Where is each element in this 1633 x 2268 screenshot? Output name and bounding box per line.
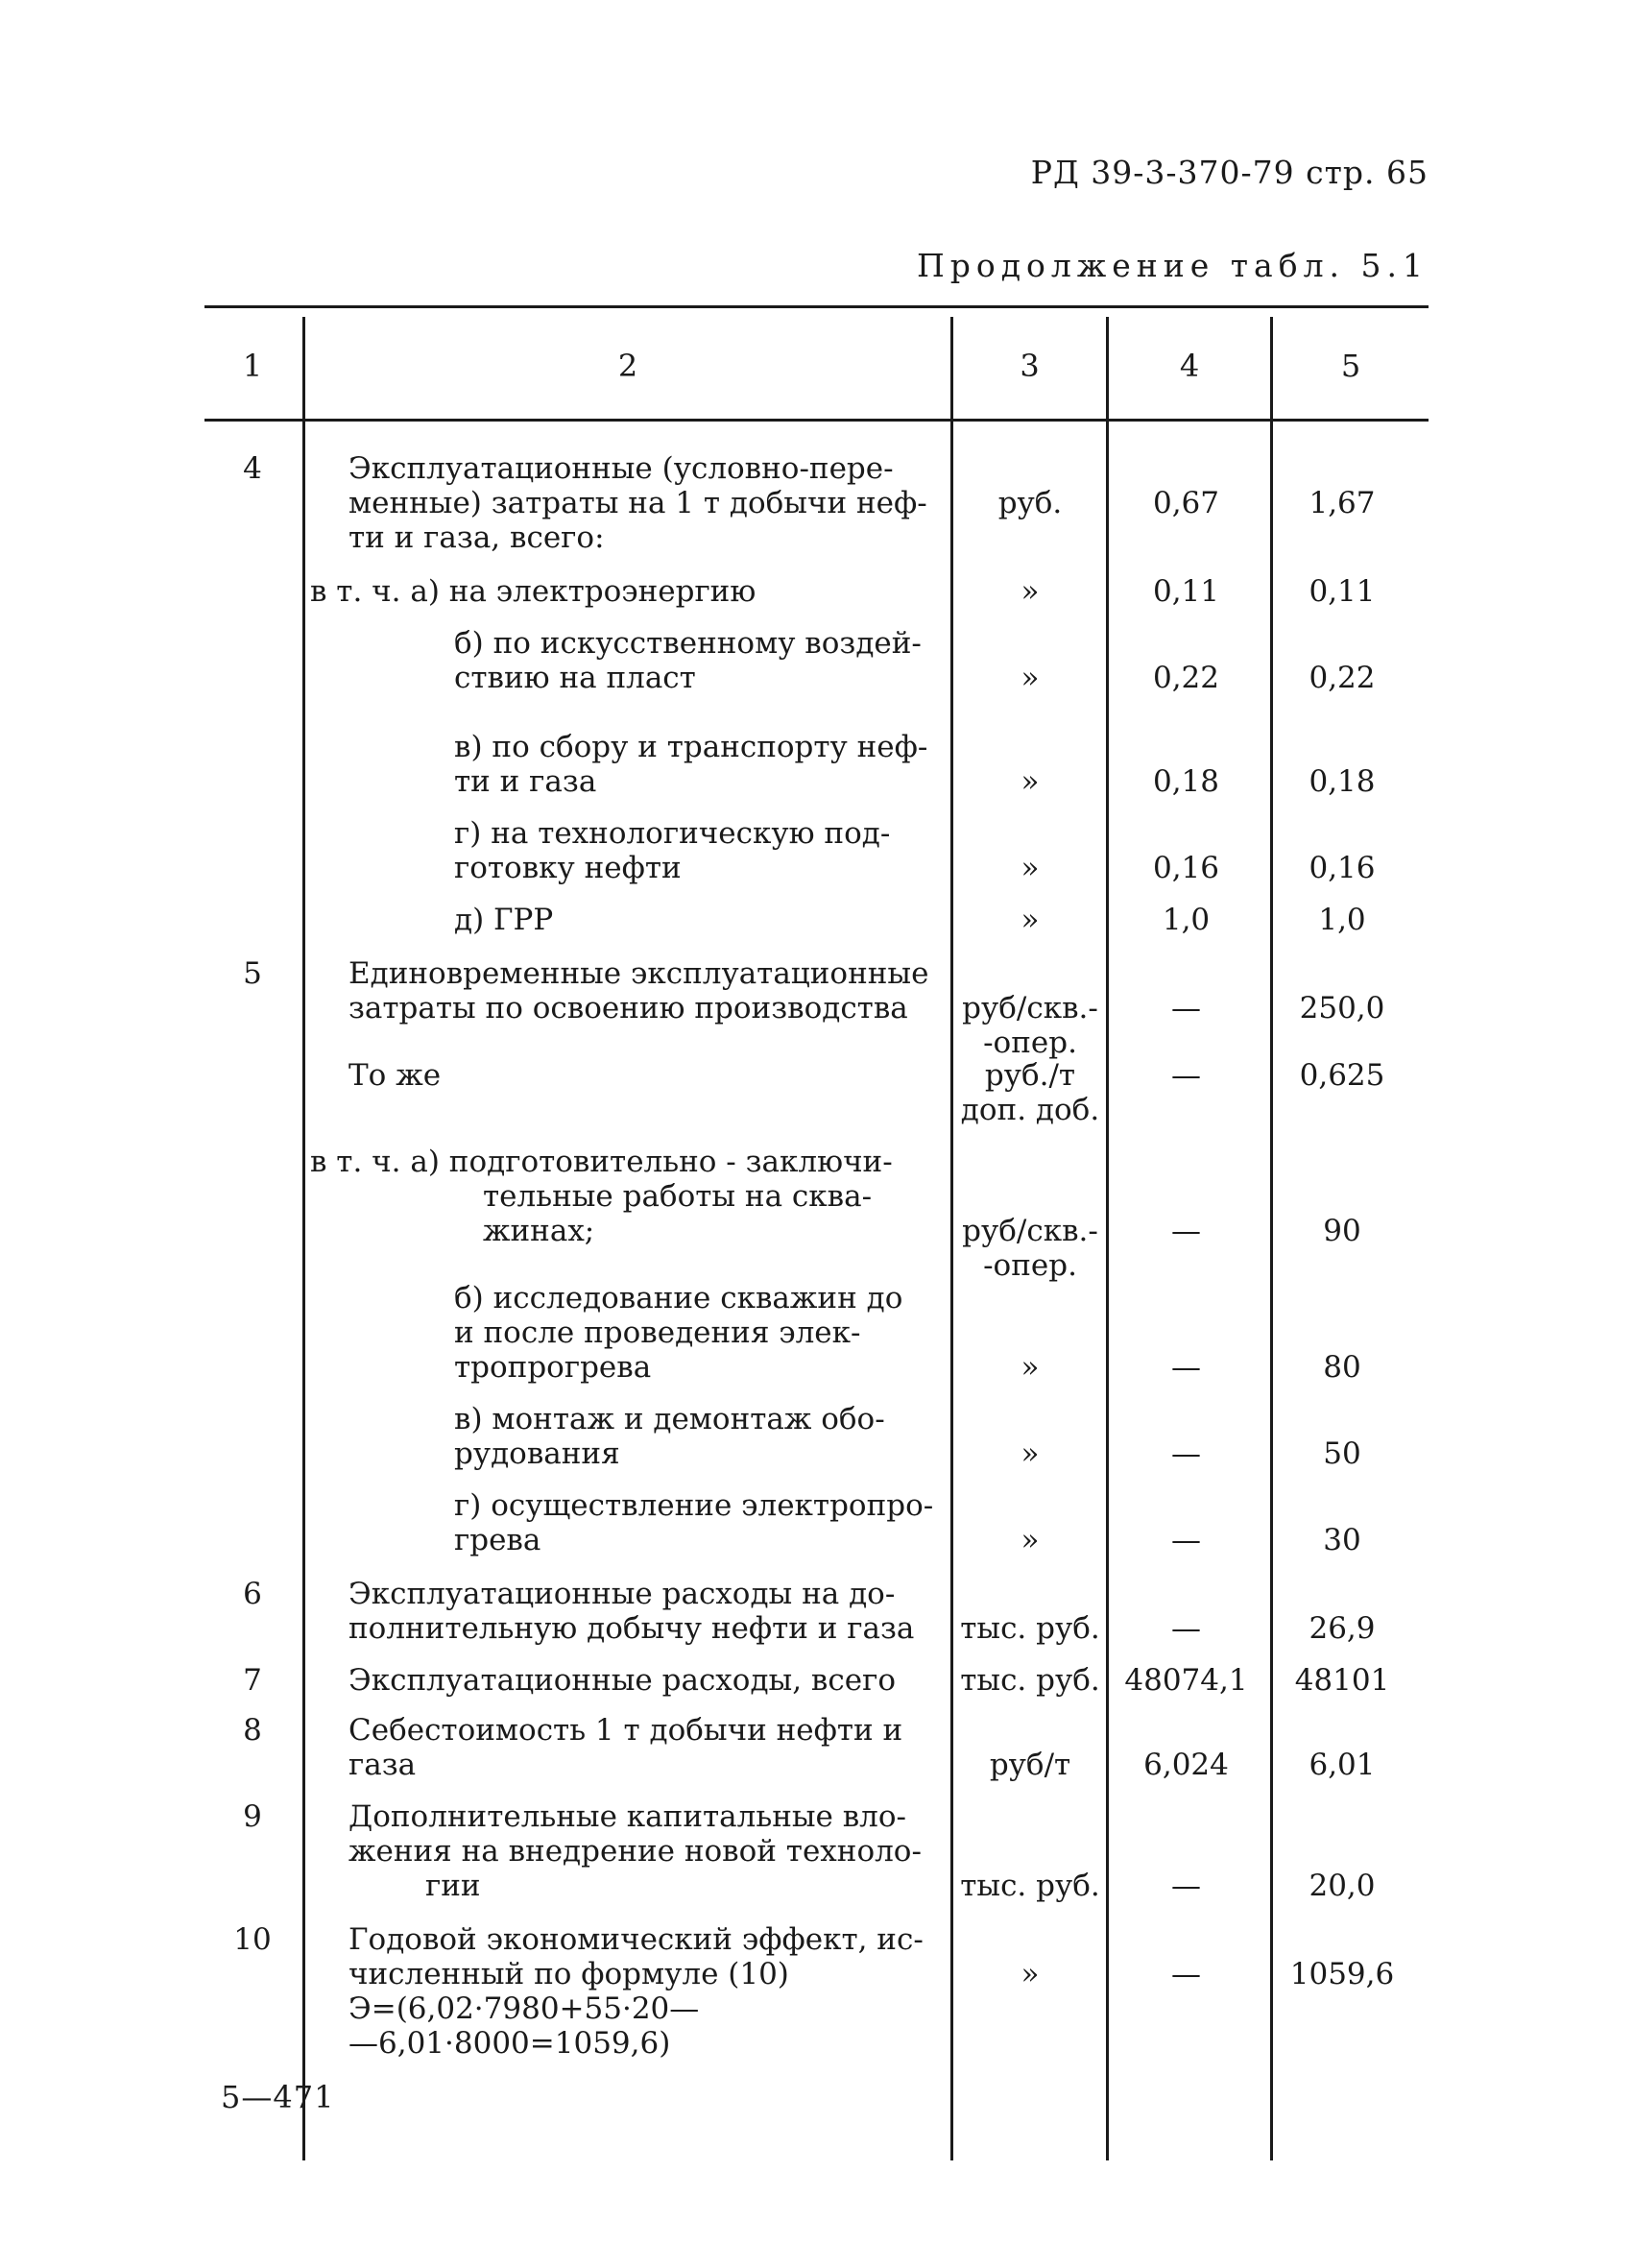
row-description xyxy=(454,816,944,885)
description-line: Себестоимость 1 т добычи нефти и xyxy=(348,1713,903,1748)
row-unit xyxy=(953,1663,1107,1698)
row-description xyxy=(348,1713,944,1782)
row-description xyxy=(348,1058,944,1093)
value-col-5: 90 xyxy=(1323,1214,1361,1248)
description-line: в) монтаж и демонтаж обо- xyxy=(454,1402,885,1436)
row-unit xyxy=(953,851,1107,885)
col-separator-1 xyxy=(302,317,305,2160)
row-description xyxy=(454,903,944,937)
value-col-5: 48101 xyxy=(1294,1663,1390,1698)
value-col-4: 0,16 xyxy=(1152,851,1220,885)
value-col-5: 1059,6 xyxy=(1289,1957,1395,1991)
value-col-5: 0,18 xyxy=(1309,764,1376,799)
value-col-4: 6,024 xyxy=(1143,1748,1229,1782)
row-number: 4 xyxy=(243,451,262,486)
row-unit xyxy=(953,486,1107,520)
value-col-4: — xyxy=(1171,1058,1201,1093)
row-description xyxy=(348,1663,944,1698)
value-col-4: — xyxy=(1171,991,1201,1025)
value-col-4: — xyxy=(1171,1350,1201,1385)
description-line: —6,01·8000=1059,6) xyxy=(348,2026,671,2061)
unit-line: тыс. руб. xyxy=(960,1611,1100,1646)
row-description xyxy=(454,1281,944,1385)
row-description xyxy=(348,956,944,1025)
description-line: тельные работы на сква- xyxy=(483,1179,873,1214)
description-line: гии xyxy=(425,1869,481,1903)
table-header-rule xyxy=(204,419,1429,422)
value-col-4: — xyxy=(1171,1611,1201,1646)
row-unit xyxy=(953,1611,1107,1646)
description-line: численный по формуле (10) xyxy=(348,1957,789,1991)
row-number: 5 xyxy=(243,956,262,991)
row-description xyxy=(454,1402,944,1471)
value-col-5: 0,11 xyxy=(1309,574,1376,609)
row-unit xyxy=(953,1058,1107,1127)
row-unit xyxy=(953,574,1107,609)
description-line: менные) затраты на 1 т добычи неф- xyxy=(348,486,927,520)
footer-code: 5—471 xyxy=(221,2079,335,2115)
unit-line: руб./т xyxy=(984,1058,1076,1093)
row-description xyxy=(454,626,944,695)
description-line: г) на технологическую под- xyxy=(454,816,891,851)
value-col-5: 1,67 xyxy=(1309,486,1376,520)
row-description xyxy=(348,1799,944,1903)
description-line: б) по искусственному воздей- xyxy=(454,626,922,661)
row-unit xyxy=(953,991,1107,1060)
row-unit xyxy=(953,1957,1107,1991)
unit-line: руб/скв.- xyxy=(962,991,1098,1025)
description-line: в т. ч. а) подготовительно - заключи- xyxy=(310,1145,893,1179)
row-description xyxy=(348,451,944,555)
description-line: жинах; xyxy=(483,1214,595,1248)
row-number: 9 xyxy=(243,1799,262,1834)
page-header: РД 39-3-370-79 стр. 65 xyxy=(1030,154,1429,191)
description-line: ствию на пласт xyxy=(454,661,696,695)
row-number: 7 xyxy=(243,1663,262,1698)
description-line: полнительную добычу нефти и газа xyxy=(348,1611,915,1646)
description-line: Э=(6,02·7980+55·20— xyxy=(348,1991,700,2026)
row-unit xyxy=(953,661,1107,695)
unit-line: тыс. руб. xyxy=(960,1663,1100,1698)
unit-line: руб/скв.- xyxy=(962,1214,1098,1248)
row-number: 8 xyxy=(243,1713,262,1748)
description-line: г) осуществление электропро- xyxy=(454,1488,934,1523)
value-col-5: 26,9 xyxy=(1309,1611,1376,1646)
description-line: грева xyxy=(454,1523,541,1557)
row-description xyxy=(348,1922,944,2061)
row-description xyxy=(348,1577,944,1646)
description-line: в т. ч. а) на электроэнергию xyxy=(310,574,756,609)
value-col-5: 0,16 xyxy=(1309,851,1376,885)
column-header-5: 5 xyxy=(1340,348,1361,384)
row-description xyxy=(310,574,944,609)
description-line: б) исследование скважин до xyxy=(454,1281,903,1315)
description-line: Годовой экономический эффект, ис- xyxy=(348,1922,924,1957)
value-col-4: 48074,1 xyxy=(1124,1663,1248,1698)
value-col-4: — xyxy=(1171,1436,1201,1471)
value-col-4: 0,22 xyxy=(1152,661,1220,695)
unit-line-2: -опер. xyxy=(983,1248,1077,1283)
unit-line: руб. xyxy=(997,486,1063,520)
row-unit xyxy=(953,1523,1107,1557)
value-col-4: 0,18 xyxy=(1152,764,1220,799)
description-line: и после проведения элек- xyxy=(454,1315,861,1350)
unit-line-2: -опер. xyxy=(983,1025,1077,1060)
row-unit xyxy=(953,764,1107,799)
description-line: То же xyxy=(348,1058,442,1093)
description-line: готовку нефти xyxy=(454,851,682,885)
row-number: 6 xyxy=(243,1577,262,1611)
value-col-5: 50 xyxy=(1323,1436,1361,1471)
unit-line: » xyxy=(1021,661,1040,695)
description-line: ти и газа, всего: xyxy=(348,520,605,555)
description-line: жения на внедрение новой техноло- xyxy=(348,1834,922,1869)
unit-line: » xyxy=(1021,851,1040,885)
unit-line: » xyxy=(1021,1350,1040,1385)
value-col-4: — xyxy=(1171,1523,1201,1557)
row-description xyxy=(454,730,944,799)
description-line: тропрогрева xyxy=(454,1350,652,1385)
unit-line: руб/т xyxy=(989,1748,1071,1782)
row-unit xyxy=(953,903,1107,937)
description-line: газа xyxy=(348,1748,417,1782)
value-col-4: — xyxy=(1171,1214,1201,1248)
value-col-4: — xyxy=(1171,1869,1201,1903)
value-col-4: 1,0 xyxy=(1162,903,1211,937)
value-col-4: — xyxy=(1171,1957,1201,1991)
value-col-4: 0,67 xyxy=(1152,486,1220,520)
description-line: ти и газа xyxy=(454,764,597,799)
row-unit xyxy=(953,1350,1107,1385)
value-col-4: 0,11 xyxy=(1152,574,1220,609)
table-caption: Продолжение табл. 5.1 xyxy=(916,247,1429,284)
description-line: Дополнительные капитальные вло- xyxy=(348,1799,907,1834)
column-header-3: 3 xyxy=(1020,348,1040,384)
unit-line: » xyxy=(1021,1436,1040,1471)
column-header-1: 1 xyxy=(242,348,263,384)
description-line: затраты по освоению производства xyxy=(348,991,908,1025)
row-unit xyxy=(953,1869,1107,1903)
value-col-5: 6,01 xyxy=(1309,1748,1376,1782)
row-description xyxy=(310,1145,944,1248)
description-line: Эксплуатационные расходы, всего xyxy=(348,1663,896,1698)
description-line: д) ГРР xyxy=(454,903,554,937)
unit-line: » xyxy=(1021,1957,1040,1991)
row-number: 10 xyxy=(233,1922,272,1957)
description-line: рудования xyxy=(454,1436,620,1471)
unit-line: » xyxy=(1021,764,1040,799)
description-line: Единовременные эксплуатационные xyxy=(348,956,929,991)
row-unit xyxy=(953,1214,1107,1283)
value-col-5: 1,0 xyxy=(1318,903,1366,937)
value-col-5: 30 xyxy=(1323,1523,1361,1557)
row-unit xyxy=(953,1436,1107,1471)
description-line: в) по сбору и транспорту неф- xyxy=(454,730,928,764)
value-col-5: 80 xyxy=(1323,1350,1361,1385)
value-col-5: 250,0 xyxy=(1299,991,1385,1025)
value-col-5: 0,625 xyxy=(1299,1058,1385,1093)
description-line: Эксплуатационные (условно-пере- xyxy=(348,451,894,486)
unit-line-2: доп. доб. xyxy=(960,1093,1100,1127)
unit-line: тыс. руб. xyxy=(960,1869,1100,1903)
row-description xyxy=(454,1488,944,1557)
row-unit xyxy=(953,1748,1107,1782)
value-col-5: 0,22 xyxy=(1309,661,1376,695)
table-top-rule xyxy=(204,305,1429,308)
unit-line: » xyxy=(1021,903,1040,937)
column-header-2: 2 xyxy=(617,348,638,384)
value-col-5: 20,0 xyxy=(1309,1869,1376,1903)
unit-line: » xyxy=(1021,1523,1040,1557)
unit-line: » xyxy=(1021,574,1040,609)
description-line: Эксплуатационные расходы на до- xyxy=(348,1577,896,1611)
column-header-4: 4 xyxy=(1179,348,1200,384)
